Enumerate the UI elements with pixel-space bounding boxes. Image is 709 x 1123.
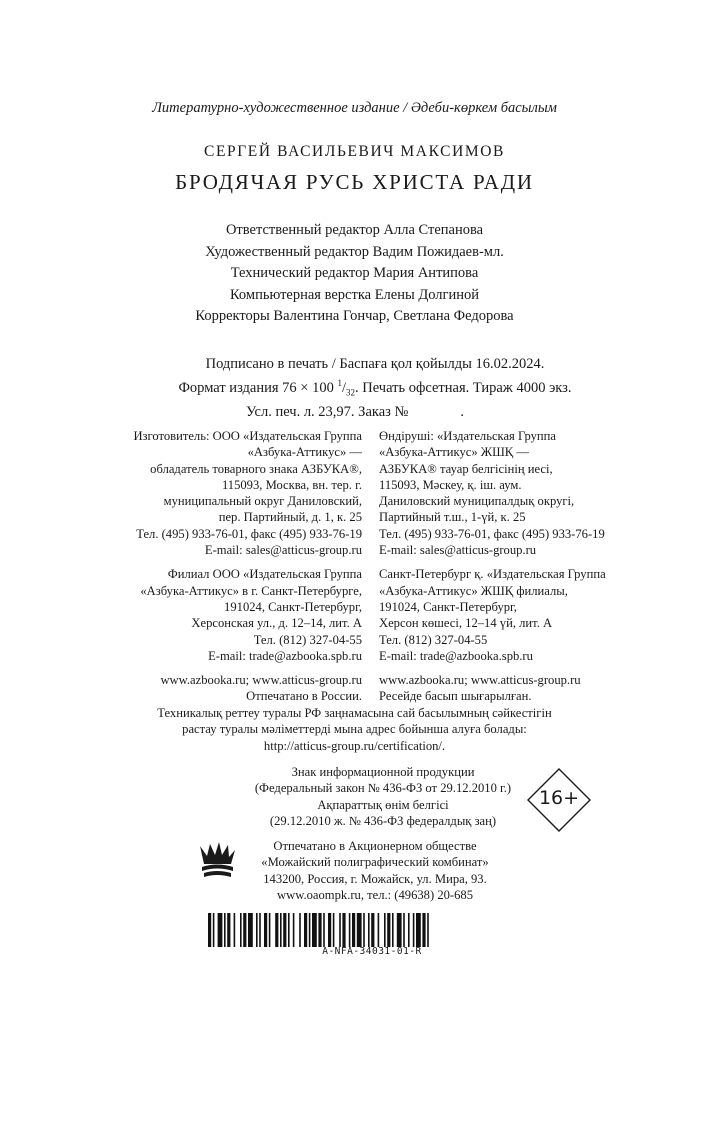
barcode-bar [264,913,267,947]
imprint-ru-column [100,428,362,713]
barcode-bar [408,913,410,947]
barcode-bar [339,913,341,947]
barcode-bar [323,913,325,947]
barcode-bar [328,913,331,947]
credit-line: Компьютерная верстка Елены Долгиной [229,286,480,303]
barcode-bar [248,913,253,947]
age-rating-badge [527,768,591,832]
credit-line: Ответственный редактор Алла Степанова [225,222,484,238]
barcode-bar [384,913,386,947]
imprint-kz-column [379,428,669,713]
barcode-bar [256,913,258,947]
barcode-bar [413,913,415,947]
branch-kz: Санкт-Петербург қ. «Издательская Группа «Азбука-Аттикус» ЖШҚ филиалы, 191024, Санкт-Петербург, Херсон көшесі, 12–14 үй, лит. А Тел. (812) 327-04-55 E-mail: trade@azbooka.spb.ru [379,567,606,663]
crown-book-logo-icon [198,840,236,880]
barcode-bar [392,913,394,947]
barcode [208,913,536,947]
barcode-bar [371,913,374,947]
credit-line: Технический редактор Мария Антипова [230,265,479,281]
barcode-bar [259,913,261,947]
manufacturer-ru: Изготовитель: ООО «Издательская Группа «Азбука-Аттикус» — обладатель товарного знака АЗБУКА®, 115093, Москва, вн. тер. г. муниципальный округ Даниловский, пер. Партийный, д. 1, к. 25 Тел. (495) 933-76-01, факс (495) 933-76-19 E-mail: sales@atticus-group.ru [133,429,362,558]
barcode-bar [240,913,242,947]
barcode-bar [288,913,290,947]
barcode-bar [368,913,370,947]
barcode-bar [224,913,226,947]
book-title: БРОДЯЧАЯ РУСЬ ХРИСТА РАДИ [175,170,534,194]
barcode-bar [309,913,311,947]
barcode-bar [227,913,230,947]
barcode-bar [269,913,271,947]
printer-info: Отпечатано в Акционерном обществе «Можайский полиграфический комбинат» 143200, Россия, г. Можайск, ул. Мира, 93. www.oaompk.ru, тел.: (49638) 20-685 [261,839,489,902]
barcode-bar [299,913,301,947]
web-ru: www.azbooka.ru; www.atticus-group.ru Отпечатано в России. [160,673,362,704]
credit-line: Корректоры Валентина Гончар, Светлана Федорова [195,308,514,324]
format-line: Формат издания 76 × 100 $^1/_{32}$. Печать офсетная. Тираж 4000 экз. [178,378,572,398]
barcode-bar [363,913,365,947]
credits-block [0,220,709,328]
age-rating-text: 16+ [538,787,580,809]
barcode-bar [342,913,345,947]
barcode-bar [378,913,380,947]
barcode-code: A-NFA-34031-01-R [322,946,422,957]
barcode-bar [333,913,335,947]
barcode-bar [349,913,351,947]
volume-line: Усл. печ. л. 23,97. Заказ № . [246,403,464,420]
barcode-bar [357,913,362,947]
barcode-bar [427,913,429,947]
web-kz: www.azbooka.ru; www.atticus-group.ru Ресейде басып шығарылған. [379,673,581,704]
barcode-bar [275,913,278,947]
barcode-bar [283,913,286,947]
author-name: СЕРГЕЙ ВАСИЛЬЕВИЧ МАКСИМОВ [204,143,505,160]
barcode-bar [312,913,317,947]
barcode-bar [208,913,211,947]
barcode-bar [387,913,390,947]
print-info [150,355,600,422]
barcode-bar [416,913,421,947]
info-mark: Знак информационной продукции (Федеральный закон № 436-ФЗ от 29.12.2010 г.) Ақпараттық өнім белгісі (29.12.2010 ж. № 436-ФЗ федералдық заң) [254,765,512,828]
barcode-bar [213,913,215,947]
branch-ru: Филиал ООО «Издательская Группа «Азбука-Аттикус» в г. Санкт-Петербурге, 191024, Санкт-Петербург, Херсонская ул., д. 12–14, лит. А Тел. (812) 327-04-55 E-mail: trade@azbooka.spb.ru [140,567,362,663]
barcode-bar [218,913,223,947]
barcode-bar [403,913,405,947]
barcode-bar [397,913,402,947]
barcode-bar [318,913,321,947]
genre-line: Литературно-художественное издание / Әдеби-көркем басылым [152,100,557,116]
barcode-bar [422,913,425,947]
barcode-bar [304,913,307,947]
barcode-bar [243,913,246,947]
barcode-bar [352,913,355,947]
barcode-bar [280,913,282,947]
signed-line: Подписано в печать / Баспаға қол қойылды 16.02.2024. [205,356,545,372]
tech-regulation: Техникалық реттеу туралы РФ заңнамасына сай басылымның сәйкестігін растау туралы мәліметтерді мына адрес бойынша алуға болады: http://atticus-group.ru/certification/. [157,706,552,753]
manufacturer-kz: Өндіруші: «Издательская Группа «Азбука-Аттикус» ЖШҚ — АЗБУКА® тауар белгісінің иесі, 115093, Мәскеу, қ. іш. аум. Даниловский муниципалдық округі, Партийный т.ш., 1-үй, к. 25 Тел. (495) 933-76-01, факс (495) 933-76-19 E-mail: sales@atticus-group.ru [379,429,605,558]
credit-line: Художественный редактор Вадим Пожидаев-мл. [205,243,504,260]
barcode-bar [293,913,295,947]
barcode-bar [234,913,236,947]
